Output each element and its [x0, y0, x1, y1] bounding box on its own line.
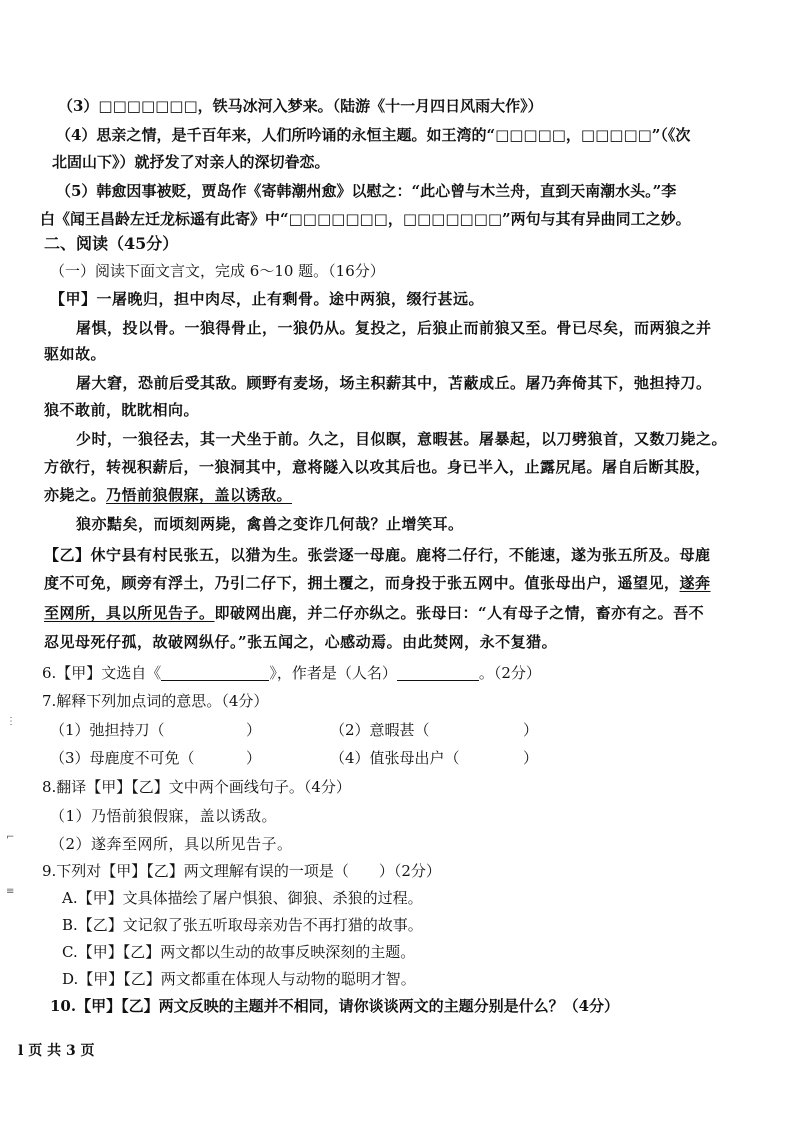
jia-para2-line2: 驱如故。: [44, 345, 107, 363]
yi-line3: [44, 602, 794, 624]
q6-author-blank[interactable]: [397, 664, 479, 681]
yi-line1: 【乙】休宁县有村民张五，以猎为生。张尝逐一母鹿。鹿将二仔行，不能速，遂为张五所及。母鹿: [44, 546, 711, 564]
jia-para4-text: 亦毙之。: [44, 486, 107, 504]
poem-q5-line2: 白《闻王昌龄左迁龙标遥有此寄》中“□□□□□□□，□□□□□□□”两句与其有异曲同工之妙。: [40, 210, 691, 228]
q9-option-c: C.【甲】【乙】两文都以生动的故事反映深刻的主题。: [62, 943, 416, 961]
yi-line2: [44, 572, 794, 594]
q7-item1-text: （1）弛担持刀（: [50, 721, 165, 739]
margin-speck: ⋮: [6, 716, 16, 727]
poem-q4-line1: （4）思亲之情，是千百年来，人们所吟诵的永恒主题。如王湾的“□□□□□，□□□□□”（《次: [56, 126, 691, 144]
q8-item1: （1）乃悟前狼假寐，盖以诱敌。: [50, 807, 278, 825]
jia-underlined-sentence: 乃悟前狼假寐，盖以诱敌。: [106, 486, 293, 504]
jia-para4-line3: [44, 484, 794, 506]
question-6: [42, 662, 794, 684]
yi-line4: 忍见母死仔孤，故破网纵仔。”张五闻之，心感动焉。由此焚网，永不复猎。: [44, 633, 558, 651]
section-title: 二、阅读（45分）: [44, 234, 179, 253]
jia-para4-line2: 方欲行，转视积薪后，一狼洞其中，意将隧入以攻其后也。身已半入，止露尻尾。屠自后断其股，: [44, 458, 711, 476]
margin-speck: ≡: [6, 886, 15, 897]
jia-para3-line2: 狼不敢前，眈眈相向。: [44, 401, 200, 419]
q7-item4-close: ）: [523, 749, 539, 767]
q9-option-b: B.【乙】文记叙了张五听取母亲劝告不再打猎的故事。: [62, 916, 423, 934]
jia-para3-line1: 屠大窘，恐前后受其敌。顾野有麦场，场主积薪其中，苫蔽成丘。屠乃奔倚其下，弛担持刀。: [76, 374, 712, 392]
question-10: 10.【甲】【乙】两文反映的主题并不相同，请你谈谈两文的主题分别是什么？（4分）: [50, 997, 620, 1015]
q7-item1-close: ）: [246, 721, 262, 739]
question-8: 8.翻译【甲】【乙】文中两个画线句子。（4分）: [42, 778, 351, 796]
q7-item4: （4）值张母出户（: [330, 749, 460, 767]
q6-text-mid: 》，作者是（人名）: [269, 664, 397, 682]
poem-q5-line1: （5）韩愈因事被贬，贾岛作《寄韩潮州愈》以慰之：“此心曾与木兰舟，直到天南潮水头。”李: [56, 182, 677, 200]
jia-para1: 【甲】一屠晚归，担中肉尽，止有剩骨。途中两狼，缀行甚远。: [50, 290, 485, 308]
section-subtitle: （一）阅读下面文言文，完成 6～10 题。（16分）: [50, 262, 385, 280]
jia-para5: 狼亦黠矣，而顷刻两毙，禽兽之变诈几何哉？止增笑耳。: [76, 515, 464, 533]
q9-option-d: D.【甲】【乙】两文都重在体现人与动物的聪明才智。: [62, 970, 416, 988]
q6-book-blank[interactable]: [161, 664, 269, 681]
yi-underlined-end: 至网所，具以所见告子。: [44, 604, 215, 622]
q6-text-pre: 6.【甲】文选自《: [42, 664, 162, 682]
q7-item3: （3）母鹿度不可免（: [50, 749, 195, 767]
q7-item2-close: ）: [523, 721, 539, 739]
question-7: 7.解释下列加点词的意思。（4分）: [42, 692, 269, 710]
margin-speck: ⌐: [6, 832, 15, 843]
jia-para2-line1: 屠惧，投以骨。一狼得骨止，一狼仍从。复投之，后狼止而前狼又至。骨已尽矣，而两狼之并: [76, 319, 712, 337]
poem-q3: （3）□□□□□□□，铁马冰河入梦来。（陆游《十一月四日风雨大作》）: [58, 97, 543, 115]
q7-item2: （2）意暇甚（: [330, 721, 430, 739]
yi-underlined-start: 遂奔: [679, 574, 711, 592]
q9-option-a: A.【甲】文具体描绘了屠户惧狼、御狼、杀狼的过程。: [62, 889, 423, 907]
poem-q4-line2: 北固山下》）就抒发了对亲人的深切眷恋。: [52, 153, 330, 171]
q6-text-post: 。（2分）: [478, 664, 541, 682]
question-9: 9.下列对【甲】【乙】两文理解有误的一项是（ ）（2分）: [42, 862, 441, 880]
q8-item2: （2）遂奔至网所，具以所见告子。: [50, 835, 293, 853]
page-footer: l 页 共 3 页: [18, 1043, 95, 1059]
q7-item3-close: ）: [246, 749, 262, 767]
yi-line3-text: 即破网出鹿，并二仔亦纵之。张母曰：“人有母子之情，畜亦有之。吾不: [214, 604, 705, 622]
jia-para4-line1: 少时，一狼径去，其一犬坐于前。久之，目似瞑，意暇甚。屠暴起，以刀劈狼首，又数刀毙之。: [76, 430, 728, 448]
yi-line2-text: 度不可免，顾旁有浮土，乃引二仔下，拥土覆之，而身投于张五网中。值张母出户，遥望见，: [44, 574, 680, 592]
